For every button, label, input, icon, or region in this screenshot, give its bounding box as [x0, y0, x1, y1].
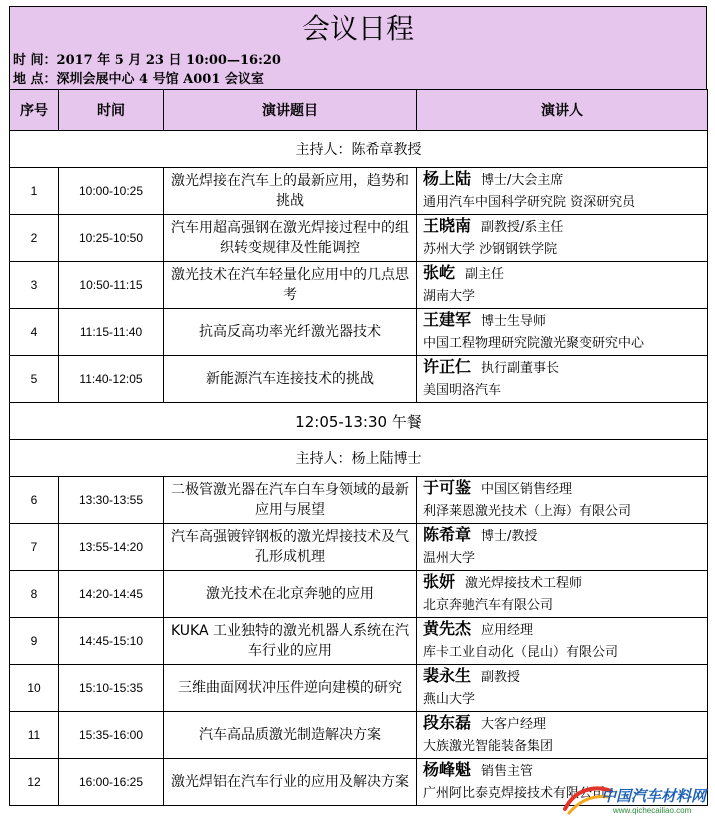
- row-time: 14:20-14:45: [59, 571, 164, 618]
- table-row: [10, 215, 708, 262]
- row-speaker: [417, 168, 708, 215]
- event-time: 时 间：2017 年 5 月 23 日 10:00—16:20: [13, 53, 281, 68]
- row-topic: 汽车高强镀锌钢板的激光焊接技术及气孔形成机理: [164, 524, 417, 571]
- row-topic: 激光焊铝在汽车行业的应用及解决方案: [164, 759, 417, 806]
- speaker-name: 许正仁: [423, 357, 472, 376]
- table-row: [10, 665, 708, 712]
- row-number: 12: [10, 759, 59, 806]
- section-host-2: [10, 440, 708, 477]
- speaker-org: 利泽莱恩激光技术（上海）有限公司: [423, 504, 632, 519]
- schedule-sheet: [9, 6, 707, 806]
- speaker-title: 副主任: [465, 267, 505, 282]
- speaker-name: 杨上陆: [423, 169, 472, 188]
- speaker-org: 湖南大学: [423, 289, 476, 304]
- col-header-time: 时间: [59, 90, 164, 131]
- speaker-title: 中国区销售经理: [481, 482, 573, 497]
- row-number: 1: [10, 168, 59, 215]
- speaker-name: 王晓南: [423, 216, 472, 235]
- col-header-num: 序号: [10, 90, 59, 131]
- row-time: 13:30-13:55: [59, 477, 164, 524]
- row-topic: 激光技术在北京奔驰的应用: [164, 571, 417, 618]
- row-topic: 三维曲面网状冲压件逆向建模的研究: [164, 665, 417, 712]
- row-number: 2: [10, 215, 59, 262]
- row-speaker: [417, 309, 708, 356]
- row-topic: KUKA 工业独特的激光机器人系统在汽车行业的应用: [164, 618, 417, 665]
- row-time: 10:50-11:15: [59, 262, 164, 309]
- row-topic: 二极管激光器在汽车白车身领域的最新应用与展望: [164, 477, 417, 524]
- speaker-name: 陈希章: [423, 525, 472, 544]
- speaker-name: 张妍: [423, 572, 456, 591]
- speaker-name: 王建军: [423, 310, 472, 329]
- row-speaker: [417, 571, 708, 618]
- row-speaker: [417, 477, 708, 524]
- speaker-org: 广州阿比泰克焊接技术有限公司: [423, 786, 606, 801]
- row-number: 3: [10, 262, 59, 309]
- row-speaker: [417, 618, 708, 665]
- row-time: 16:00-16:25: [59, 759, 164, 806]
- speaker-title: 应用经理: [481, 623, 534, 638]
- watermark-brand: 中国汽车材料网: [601, 787, 707, 805]
- speaker-org: 苏州大学 沙钢钢铁学院: [423, 242, 558, 257]
- row-speaker: [417, 356, 708, 403]
- speaker-org: 通用汽车中国科学研究院 资深研究员: [423, 195, 636, 210]
- speaker-title: 副教授: [481, 670, 521, 685]
- row-number: 10: [10, 665, 59, 712]
- row-topic: 激光焊接在汽车上的最新应用，趋势和挑战: [164, 168, 417, 215]
- speaker-org: 大族激光智能装备集团: [423, 739, 554, 754]
- table-row: [10, 571, 708, 618]
- row-time: 15:35-16:00: [59, 712, 164, 759]
- speaker-title: 博士/教授: [481, 529, 538, 544]
- row-number: 11: [10, 712, 59, 759]
- section-host-1: [10, 131, 708, 168]
- row-speaker: [417, 665, 708, 712]
- lunch-label: 12:05-13:30 午餐: [10, 403, 708, 440]
- watermark-url: www.qichecailiao.com: [613, 806, 692, 815]
- row-topic: 汽车用超高强钢在激光焊接过程中的组织转变规律及性能调控: [164, 215, 417, 262]
- row-time: 11:15-11:40: [59, 309, 164, 356]
- speaker-name: 杨峰魁: [423, 760, 472, 779]
- row-time: 13:55-14:20: [59, 524, 164, 571]
- speaker-name: 张屹: [423, 263, 456, 282]
- table-header-row: [10, 90, 708, 131]
- row-number: 9: [10, 618, 59, 665]
- schedule-header: [9, 6, 707, 89]
- speaker-org: 库卡工业自动化（昆山）有限公司: [423, 645, 619, 660]
- table-row: [10, 309, 708, 356]
- speaker-title: 激光焊接技术工程师: [465, 576, 583, 591]
- host-label: 主持人：陈希章教授: [10, 131, 708, 168]
- row-time: 10:25-10:50: [59, 215, 164, 262]
- table-row: [10, 356, 708, 403]
- speaker-title: 副教授/系主任: [481, 220, 564, 235]
- row-speaker: [417, 215, 708, 262]
- table-row: [10, 618, 708, 665]
- table-row: [10, 477, 708, 524]
- row-topic: 激光技术在汽车轻量化应用中的几点思考: [164, 262, 417, 309]
- speaker-title: 博士/大会主席: [481, 173, 564, 188]
- row-number: 8: [10, 571, 59, 618]
- speaker-title: 博士生导师: [481, 314, 547, 329]
- speaker-title: 大客户经理: [481, 717, 547, 732]
- speaker-name: 黄先杰: [423, 619, 472, 638]
- row-time: 15:10-15:35: [59, 665, 164, 712]
- row-time: 11:40-12:05: [59, 356, 164, 403]
- speaker-org: 燕山大学: [423, 692, 476, 707]
- event-info: [10, 51, 706, 89]
- event-place: 地 点：深圳会展中心 4 号馆 A001 会议室: [13, 72, 264, 87]
- table-row: [10, 712, 708, 759]
- row-speaker: [417, 262, 708, 309]
- site-watermark: [561, 781, 709, 823]
- row-number: 6: [10, 477, 59, 524]
- table-row: [10, 168, 708, 215]
- row-topic: 抗高反高功率光纤激光器技术: [164, 309, 417, 356]
- speaker-name: 段东磊: [423, 713, 472, 732]
- row-number: 7: [10, 524, 59, 571]
- speaker-name: 于可鉴: [423, 478, 472, 497]
- table-row: [10, 262, 708, 309]
- row-time: 10:00-10:25: [59, 168, 164, 215]
- speaker-org: 北京奔驰汽车有限公司: [423, 598, 554, 613]
- row-topic: 新能源汽车连接技术的挑战: [164, 356, 417, 403]
- row-topic: 汽车高品质激光制造解决方案: [164, 712, 417, 759]
- speaker-title: 执行副董事长: [481, 361, 560, 376]
- speaker-title: 销售主管: [481, 764, 534, 779]
- host-label: 主持人：杨上陆博士: [10, 440, 708, 477]
- row-number: 5: [10, 356, 59, 403]
- row-number: 4: [10, 309, 59, 356]
- speaker-org: 中国工程物理研究院激光聚变研究中心: [423, 336, 645, 351]
- speaker-org: 美国明洛汽车: [423, 383, 502, 398]
- page-title: 会议日程: [301, 12, 414, 45]
- table-row: [10, 524, 708, 571]
- table-body: [10, 131, 708, 806]
- row-speaker: [417, 524, 708, 571]
- row-time: 14:45-15:10: [59, 618, 164, 665]
- section-lunch: [10, 403, 708, 440]
- col-header-speaker: 演讲人: [417, 90, 708, 131]
- row-speaker: [417, 712, 708, 759]
- col-header-topic: 演讲题目: [164, 90, 417, 131]
- schedule-table: [9, 89, 708, 806]
- speaker-name: 裴永生: [423, 666, 472, 685]
- speaker-org: 温州大学: [423, 551, 476, 566]
